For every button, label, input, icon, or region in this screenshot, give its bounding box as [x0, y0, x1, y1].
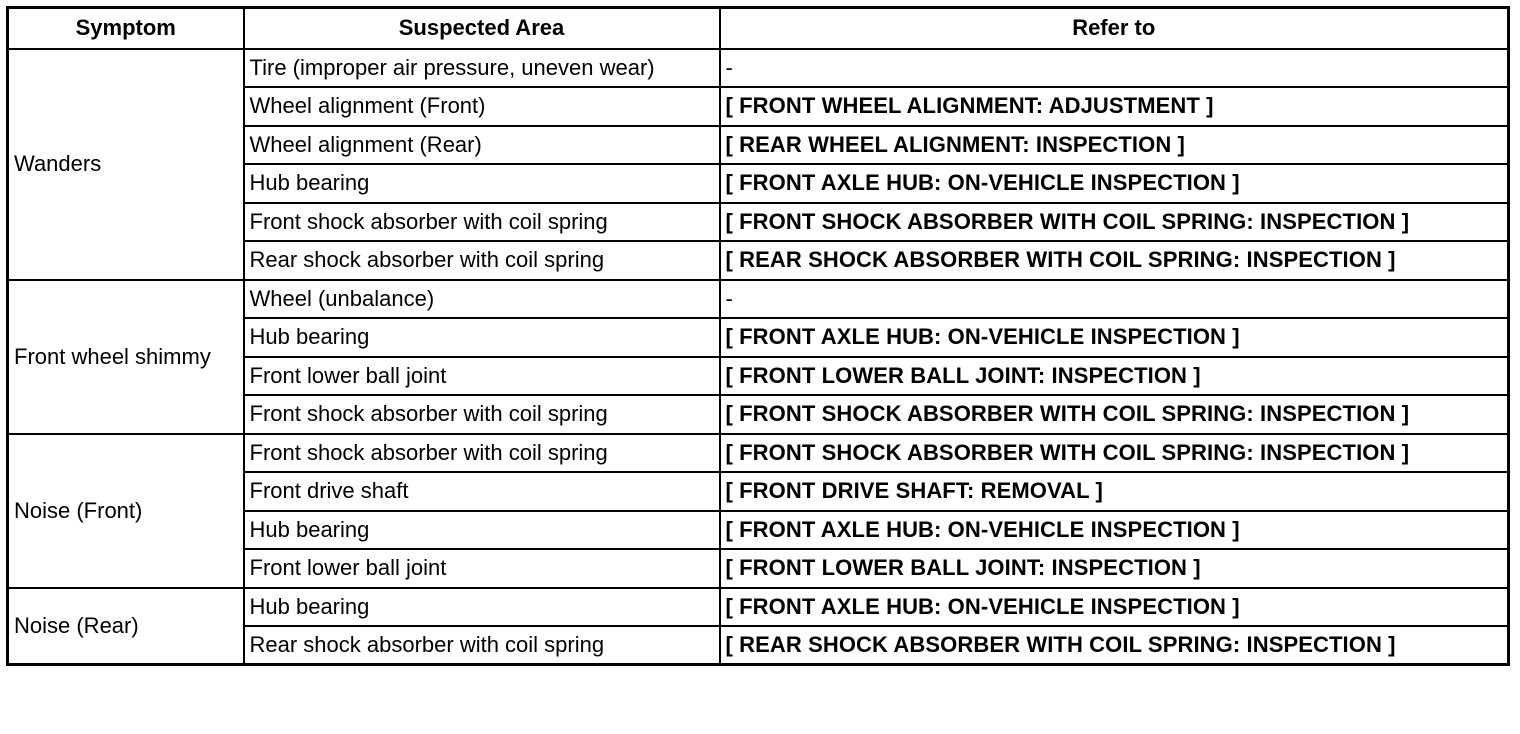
- symptom-cell: Noise (Rear): [8, 588, 244, 665]
- suspected-area-cell: Wheel alignment (Rear): [244, 126, 720, 165]
- refer-to-cell: [ FRONT SHOCK ABSORBER WITH COIL SPRING: INSPECTION ]: [720, 434, 1509, 473]
- suspected-area-cell: Hub bearing: [244, 511, 720, 550]
- header-symptom: Symptom: [8, 8, 244, 49]
- refer-to-cell: [ FRONT LOWER BALL JOINT: INSPECTION ]: [720, 357, 1509, 396]
- suspected-area-cell: Hub bearing: [244, 164, 720, 203]
- table-row: [8, 280, 1509, 319]
- suspected-area-cell: Front shock absorber with coil spring: [244, 203, 720, 242]
- suspected-area-cell: Front lower ball joint: [244, 357, 720, 396]
- refer-to-cell: [ FRONT AXLE HUB: ON-VEHICLE INSPECTION ]: [720, 318, 1509, 357]
- refer-to-cell: [ FRONT AXLE HUB: ON-VEHICLE INSPECTION ]: [720, 164, 1509, 203]
- refer-to-cell: [ FRONT SHOCK ABSORBER WITH COIL SPRING: INSPECTION ]: [720, 203, 1509, 242]
- suspected-area-cell: Tire (improper air pressure, uneven wear): [244, 49, 720, 88]
- troubleshooting-table: [6, 6, 1510, 666]
- header-row: [8, 8, 1509, 49]
- suspected-area-cell: Wheel (unbalance): [244, 280, 720, 319]
- table-row: [8, 588, 1509, 627]
- suspected-area-cell: Rear shock absorber with coil spring: [244, 241, 720, 280]
- refer-to-cell: [ FRONT LOWER BALL JOINT: INSPECTION ]: [720, 549, 1509, 588]
- refer-to-cell: [ REAR SHOCK ABSORBER WITH COIL SPRING: INSPECTION ]: [720, 626, 1509, 665]
- suspected-area-cell: Wheel alignment (Front): [244, 87, 720, 126]
- table-row: [8, 434, 1509, 473]
- refer-to-cell: [ FRONT SHOCK ABSORBER WITH COIL SPRING: INSPECTION ]: [720, 395, 1509, 434]
- troubleshooting-table-wrapper: [6, 6, 1507, 666]
- refer-to-cell: [ FRONT AXLE HUB: ON-VEHICLE INSPECTION ]: [720, 588, 1509, 627]
- refer-to-cell: -: [720, 49, 1509, 88]
- symptom-cell: Noise (Front): [8, 434, 244, 588]
- header-suspected-area: Suspected Area: [244, 8, 720, 49]
- refer-to-cell: [ REAR SHOCK ABSORBER WITH COIL SPRING: INSPECTION ]: [720, 241, 1509, 280]
- suspected-area-cell: Hub bearing: [244, 318, 720, 357]
- refer-to-cell: [ FRONT AXLE HUB: ON-VEHICLE INSPECTION ]: [720, 511, 1509, 550]
- table-body: [8, 49, 1509, 665]
- refer-to-cell: [ FRONT WHEEL ALIGNMENT: ADJUSTMENT ]: [720, 87, 1509, 126]
- refer-to-cell: [ REAR WHEEL ALIGNMENT: INSPECTION ]: [720, 126, 1509, 165]
- suspected-area-cell: Front shock absorber with coil spring: [244, 395, 720, 434]
- symptom-cell: Front wheel shimmy: [8, 280, 244, 434]
- table-header: [8, 8, 1509, 49]
- suspected-area-cell: Front lower ball joint: [244, 549, 720, 588]
- symptom-cell: Wanders: [8, 49, 244, 280]
- suspected-area-cell: Hub bearing: [244, 588, 720, 627]
- header-refer-to: Refer to: [720, 8, 1509, 49]
- suspected-area-cell: Rear shock absorber with coil spring: [244, 626, 720, 665]
- refer-to-cell: [ FRONT DRIVE SHAFT: REMOVAL ]: [720, 472, 1509, 511]
- table-row: [8, 49, 1509, 88]
- suspected-area-cell: Front shock absorber with coil spring: [244, 434, 720, 473]
- refer-to-cell: -: [720, 280, 1509, 319]
- suspected-area-cell: Front drive shaft: [244, 472, 720, 511]
